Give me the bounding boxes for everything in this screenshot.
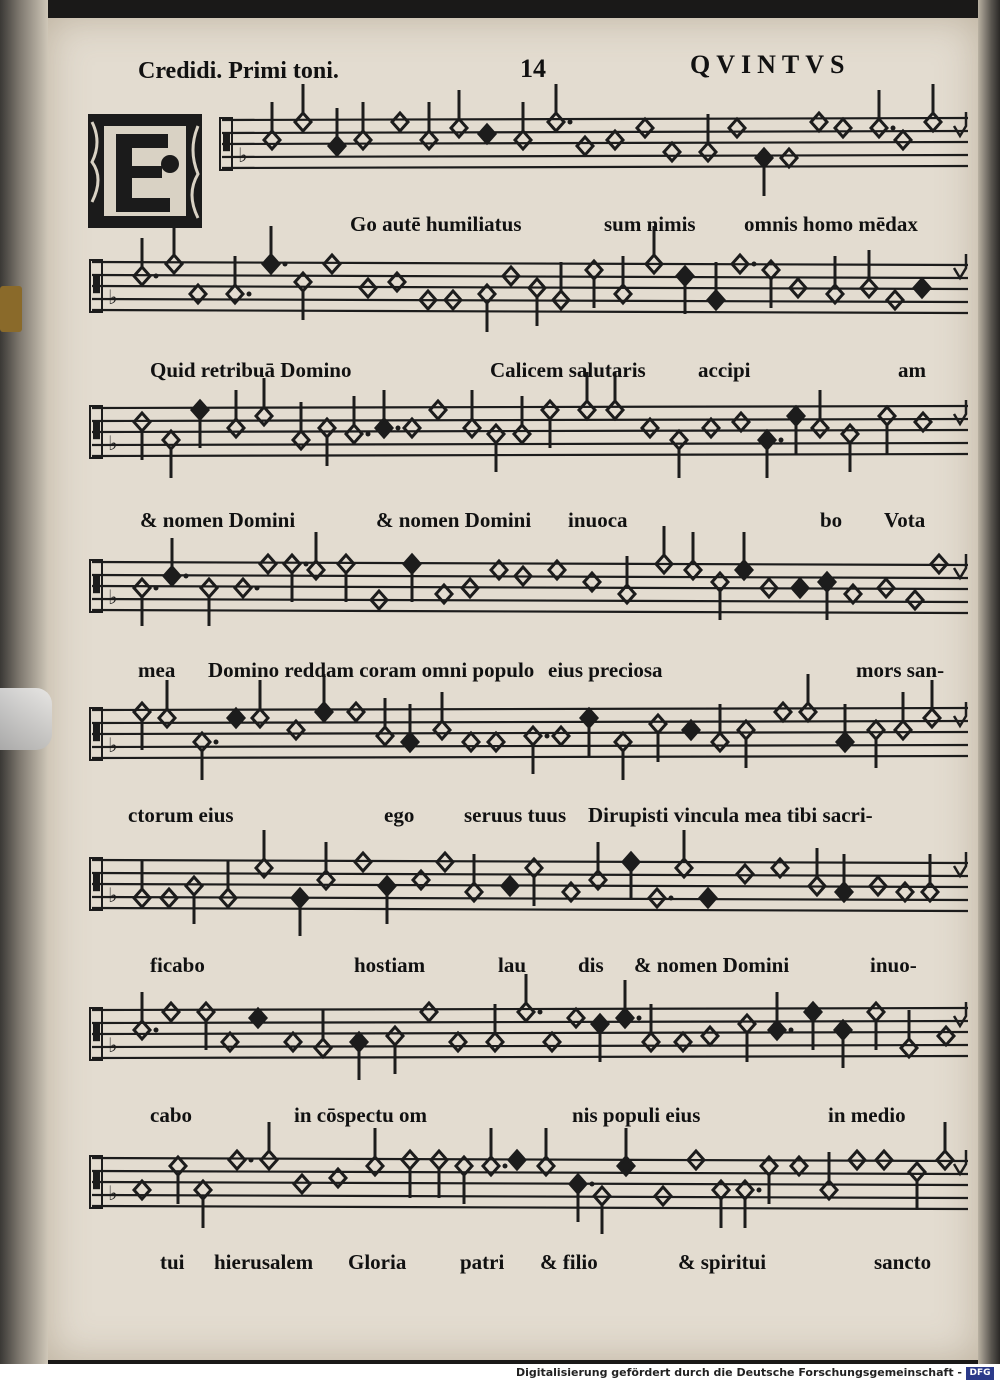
note-head bbox=[837, 733, 853, 751]
dot bbox=[247, 292, 252, 297]
note-head bbox=[518, 1003, 534, 1021]
note-head bbox=[544, 1033, 560, 1051]
note-head bbox=[402, 733, 418, 751]
note-head bbox=[379, 877, 395, 895]
note-head bbox=[788, 407, 804, 425]
staff-7 bbox=[90, 974, 968, 1080]
note-head bbox=[811, 113, 827, 131]
note-head bbox=[879, 407, 895, 425]
dot bbox=[255, 586, 260, 591]
staff-line bbox=[92, 1056, 968, 1058]
note-head bbox=[914, 279, 930, 297]
note-head bbox=[222, 1033, 238, 1051]
staff-line bbox=[92, 884, 968, 887]
lyric-syllable: sancto bbox=[874, 1250, 932, 1274]
lyric-syllable: bo bbox=[820, 508, 843, 532]
note-head bbox=[729, 119, 745, 137]
dot bbox=[545, 734, 550, 739]
lyric-syllable: eius preciosa bbox=[548, 658, 663, 682]
lyric-syllable: mea bbox=[138, 658, 176, 682]
note-head bbox=[671, 431, 687, 449]
note-head bbox=[700, 143, 716, 161]
note-head bbox=[887, 291, 903, 309]
note-head bbox=[703, 419, 719, 437]
note-head bbox=[319, 419, 335, 437]
running-header-title: Credidi. Primi toni. bbox=[138, 58, 339, 84]
note-head bbox=[134, 1181, 150, 1199]
dot bbox=[396, 426, 401, 431]
dot bbox=[789, 1028, 794, 1033]
lyric-syllable: & spiritui bbox=[678, 1250, 767, 1274]
note-head bbox=[700, 889, 716, 907]
dfg-logo: DFG bbox=[966, 1367, 994, 1380]
note-head bbox=[553, 727, 569, 745]
note-head bbox=[637, 119, 653, 137]
staff-line bbox=[222, 131, 968, 133]
staff-line bbox=[92, 1182, 968, 1185]
note-head bbox=[134, 579, 150, 597]
note-head bbox=[514, 425, 530, 443]
note-head bbox=[702, 1027, 718, 1045]
note-head bbox=[387, 1027, 403, 1045]
note-head bbox=[315, 1039, 331, 1057]
dot bbox=[249, 1158, 254, 1163]
staff-line bbox=[92, 1195, 968, 1198]
staff-line bbox=[92, 721, 968, 723]
lyric-syllable: Gloria bbox=[348, 1250, 407, 1274]
dot bbox=[154, 1028, 159, 1033]
note-head bbox=[192, 401, 208, 419]
note-head bbox=[329, 137, 345, 155]
note-head bbox=[134, 413, 150, 431]
clef bbox=[93, 1170, 100, 1189]
note-head bbox=[738, 721, 754, 739]
staff-line bbox=[222, 118, 968, 120]
staff-line bbox=[92, 262, 968, 265]
lyric-syllable: & filio bbox=[540, 1250, 598, 1274]
lyric-syllable: nis populi eius bbox=[572, 1103, 701, 1127]
note-head bbox=[842, 425, 858, 443]
staff-line bbox=[222, 155, 968, 157]
note-head bbox=[909, 1163, 925, 1181]
staff-8 bbox=[90, 1122, 968, 1234]
lyric-syllable: hostiam bbox=[354, 953, 426, 977]
note-head bbox=[348, 703, 364, 721]
note-head bbox=[163, 1003, 179, 1021]
note-head bbox=[451, 119, 467, 137]
staff-line bbox=[92, 708, 968, 710]
dot bbox=[637, 1016, 642, 1021]
note-head bbox=[577, 137, 593, 155]
note-head bbox=[487, 1033, 503, 1051]
note-head bbox=[166, 255, 182, 273]
note-head bbox=[285, 1033, 301, 1051]
note-head bbox=[229, 1151, 245, 1169]
note-head bbox=[235, 579, 251, 597]
note-head bbox=[376, 419, 392, 437]
flat-sign: ♭ bbox=[108, 431, 118, 455]
note-head bbox=[579, 401, 595, 419]
note-head bbox=[434, 721, 450, 739]
flat-sign: ♭ bbox=[238, 143, 248, 167]
dot bbox=[283, 262, 288, 267]
lyric-syllable: mors san- bbox=[856, 658, 945, 682]
note-head bbox=[250, 1009, 266, 1027]
dot bbox=[779, 438, 784, 443]
note-head bbox=[623, 853, 639, 871]
flat-sign: ♭ bbox=[108, 1181, 118, 1205]
note-head bbox=[708, 291, 724, 309]
note-head bbox=[159, 709, 175, 727]
staff-line bbox=[92, 1206, 968, 1209]
lyric-syllable: & nomen Domini bbox=[376, 508, 532, 532]
staff-line bbox=[92, 419, 968, 421]
dot bbox=[669, 896, 674, 901]
lyric-syllable: omnis homo mēdax bbox=[744, 212, 918, 236]
clef bbox=[93, 722, 100, 741]
note-head bbox=[186, 877, 202, 895]
note-head bbox=[134, 703, 150, 721]
note-head bbox=[351, 1033, 367, 1051]
note-head bbox=[607, 401, 623, 419]
dot bbox=[590, 1182, 595, 1187]
note-head bbox=[737, 865, 753, 883]
lyric-syllable: patri bbox=[460, 1250, 505, 1274]
note-head bbox=[392, 113, 408, 131]
clef bbox=[93, 1022, 100, 1041]
staff-line bbox=[92, 430, 968, 432]
note-head bbox=[922, 883, 938, 901]
dot bbox=[752, 262, 757, 267]
footer-bar bbox=[0, 1364, 1000, 1384]
lyric-syllable: seruus tuus bbox=[464, 803, 567, 827]
note-head bbox=[261, 1151, 277, 1169]
note-head bbox=[252, 709, 268, 727]
staff-line bbox=[92, 745, 968, 747]
note-head bbox=[316, 703, 332, 721]
clef bbox=[93, 574, 100, 593]
note-head bbox=[756, 149, 772, 167]
staff-line bbox=[92, 756, 968, 758]
staff-line bbox=[92, 610, 968, 613]
dot bbox=[154, 274, 159, 279]
note-head bbox=[925, 113, 941, 131]
dot bbox=[214, 740, 219, 745]
lyric-syllable: inuoca bbox=[568, 508, 628, 532]
staff-5 bbox=[90, 674, 968, 780]
note-head bbox=[581, 709, 597, 727]
staff-3 bbox=[90, 372, 968, 478]
note-head bbox=[377, 727, 393, 745]
note-head bbox=[421, 1003, 437, 1021]
dot bbox=[154, 586, 159, 591]
note-head bbox=[295, 113, 311, 131]
note-head bbox=[525, 727, 541, 745]
dot bbox=[757, 1188, 762, 1193]
staff-line bbox=[92, 1021, 968, 1023]
lyric-syllable: ctorum eius bbox=[128, 803, 234, 827]
dot bbox=[538, 1010, 543, 1015]
dot bbox=[366, 432, 371, 437]
note-head bbox=[463, 733, 479, 751]
note-head bbox=[781, 149, 797, 167]
lyric-syllable: accipi bbox=[698, 358, 751, 382]
staff-line bbox=[92, 1158, 968, 1161]
note-head bbox=[792, 579, 808, 597]
note-head bbox=[502, 877, 518, 895]
note-head bbox=[901, 1039, 917, 1057]
note-head bbox=[338, 555, 354, 573]
lyric-syllable: ego bbox=[384, 803, 415, 827]
note-head bbox=[294, 1175, 310, 1193]
lyric-syllable: cabo bbox=[150, 1103, 192, 1127]
note-head bbox=[324, 255, 340, 273]
dot bbox=[891, 126, 896, 131]
note-head bbox=[683, 721, 699, 739]
note-head bbox=[759, 431, 775, 449]
note-head bbox=[805, 1003, 821, 1021]
staff-line bbox=[92, 454, 968, 456]
note-head bbox=[570, 1175, 586, 1193]
clef bbox=[93, 420, 100, 439]
page-number: 14 bbox=[520, 54, 546, 83]
staff-line bbox=[92, 562, 968, 565]
note-head bbox=[256, 407, 272, 425]
note-head bbox=[800, 703, 816, 721]
note-head bbox=[812, 419, 828, 437]
lyric-syllable: sum nimis bbox=[604, 212, 696, 236]
lyric-syllable: inuo- bbox=[870, 953, 917, 977]
flat-sign: ♭ bbox=[108, 285, 118, 309]
note-head bbox=[509, 1151, 525, 1169]
note-head bbox=[568, 1009, 584, 1027]
note-head bbox=[907, 591, 923, 609]
note-head bbox=[615, 733, 631, 751]
lyric-syllable: ficabo bbox=[150, 953, 205, 977]
funding-note: Digitalisierung gefördert durch die Deutsche Forschungsgemeinschaft - bbox=[515, 1366, 962, 1379]
note-head bbox=[542, 401, 558, 419]
staff-1 bbox=[220, 84, 968, 196]
note-head bbox=[288, 721, 304, 739]
note-head bbox=[488, 425, 504, 443]
note-head bbox=[607, 131, 623, 149]
flat-sign: ♭ bbox=[108, 1033, 118, 1057]
clef bbox=[93, 274, 100, 293]
lyric-syllable: in cōspectu om bbox=[294, 1103, 427, 1127]
note-head bbox=[664, 143, 680, 161]
note-head bbox=[895, 721, 911, 739]
lyric-syllable: lau bbox=[498, 953, 527, 977]
note-head bbox=[164, 567, 180, 585]
note-head bbox=[924, 709, 940, 727]
note-head bbox=[643, 1033, 659, 1051]
staff-line bbox=[92, 908, 968, 911]
note-head bbox=[292, 889, 308, 907]
lyric-syllable: & nomen Domini bbox=[634, 953, 790, 977]
staff-line bbox=[92, 443, 968, 445]
note-head bbox=[739, 1015, 755, 1033]
note-head bbox=[450, 1033, 466, 1051]
staff-line bbox=[92, 310, 968, 313]
voice-part-label: QVINTVS bbox=[690, 50, 851, 79]
note-head bbox=[464, 419, 480, 437]
staff-6 bbox=[90, 830, 968, 936]
flat-sign: ♭ bbox=[108, 883, 118, 907]
note-head bbox=[404, 419, 420, 437]
note-head bbox=[430, 401, 446, 419]
note-head bbox=[293, 431, 309, 449]
custos bbox=[954, 112, 966, 136]
note-head bbox=[733, 413, 749, 431]
note-head bbox=[617, 1009, 633, 1027]
note-head bbox=[775, 703, 791, 721]
lyric-syllable: hierusalem bbox=[214, 1250, 314, 1274]
note-head bbox=[194, 733, 210, 751]
note-head bbox=[675, 1033, 691, 1051]
lyric-syllable: Domino reddam coram omni populo bbox=[208, 658, 535, 682]
lyric-syllable: in medio bbox=[828, 1103, 906, 1127]
note-head bbox=[769, 1021, 785, 1039]
note-head bbox=[938, 1027, 954, 1045]
note-head bbox=[835, 119, 851, 137]
note-head bbox=[548, 113, 564, 131]
note-head bbox=[228, 709, 244, 727]
staff-2 bbox=[90, 226, 968, 332]
lyric-syllable: & nomen Domini bbox=[140, 508, 296, 532]
note-head bbox=[515, 131, 531, 149]
note-head bbox=[198, 1003, 214, 1021]
note-head bbox=[488, 733, 504, 751]
note-head bbox=[868, 1003, 884, 1021]
note-head bbox=[404, 555, 420, 573]
lyric-syllable: Vota bbox=[884, 508, 926, 532]
note-head bbox=[712, 733, 728, 751]
staff-line bbox=[92, 586, 968, 589]
lyric-syllable: dis bbox=[578, 953, 604, 977]
custos bbox=[954, 400, 966, 424]
staff-line bbox=[92, 897, 968, 900]
flat-sign: ♭ bbox=[108, 733, 118, 757]
clef bbox=[223, 132, 230, 151]
dot bbox=[304, 562, 309, 567]
note-head bbox=[895, 131, 911, 149]
note-head bbox=[642, 419, 658, 437]
note-head bbox=[592, 1015, 608, 1033]
lyric-syllable: tui bbox=[160, 1250, 185, 1274]
note-head bbox=[284, 555, 300, 573]
note-head bbox=[346, 425, 362, 443]
note-head bbox=[677, 267, 693, 285]
note-head bbox=[650, 715, 666, 733]
note-head bbox=[479, 125, 495, 143]
lyric-syllable: am bbox=[898, 358, 926, 382]
note-head bbox=[260, 555, 276, 573]
staff-line bbox=[92, 599, 968, 602]
staff-4 bbox=[90, 526, 968, 626]
note-head bbox=[263, 255, 279, 273]
note-head bbox=[871, 119, 887, 137]
note-head bbox=[835, 1021, 851, 1039]
note-head bbox=[201, 579, 217, 597]
staff-line bbox=[222, 166, 968, 168]
note-head bbox=[163, 431, 179, 449]
staff-line bbox=[92, 1171, 968, 1174]
dot bbox=[184, 574, 189, 579]
clef bbox=[93, 872, 100, 891]
custos bbox=[954, 702, 966, 726]
custos bbox=[954, 1002, 966, 1026]
lyric-syllable: Dirupisti vincula mea tibi sacri- bbox=[588, 803, 873, 827]
lyric-syllable: Go autē humiliatus bbox=[350, 212, 522, 236]
lyric-syllable: Quid retribuā Domino bbox=[150, 358, 352, 382]
lyric-syllable: Calicem salutaris bbox=[490, 358, 646, 382]
flat-sign: ♭ bbox=[108, 585, 118, 609]
note-head bbox=[868, 721, 884, 739]
note-head bbox=[421, 131, 437, 149]
staff-line bbox=[92, 406, 968, 408]
staff-line bbox=[92, 275, 968, 278]
note-head bbox=[915, 413, 931, 431]
dot bbox=[503, 1164, 508, 1169]
dot bbox=[568, 120, 573, 125]
